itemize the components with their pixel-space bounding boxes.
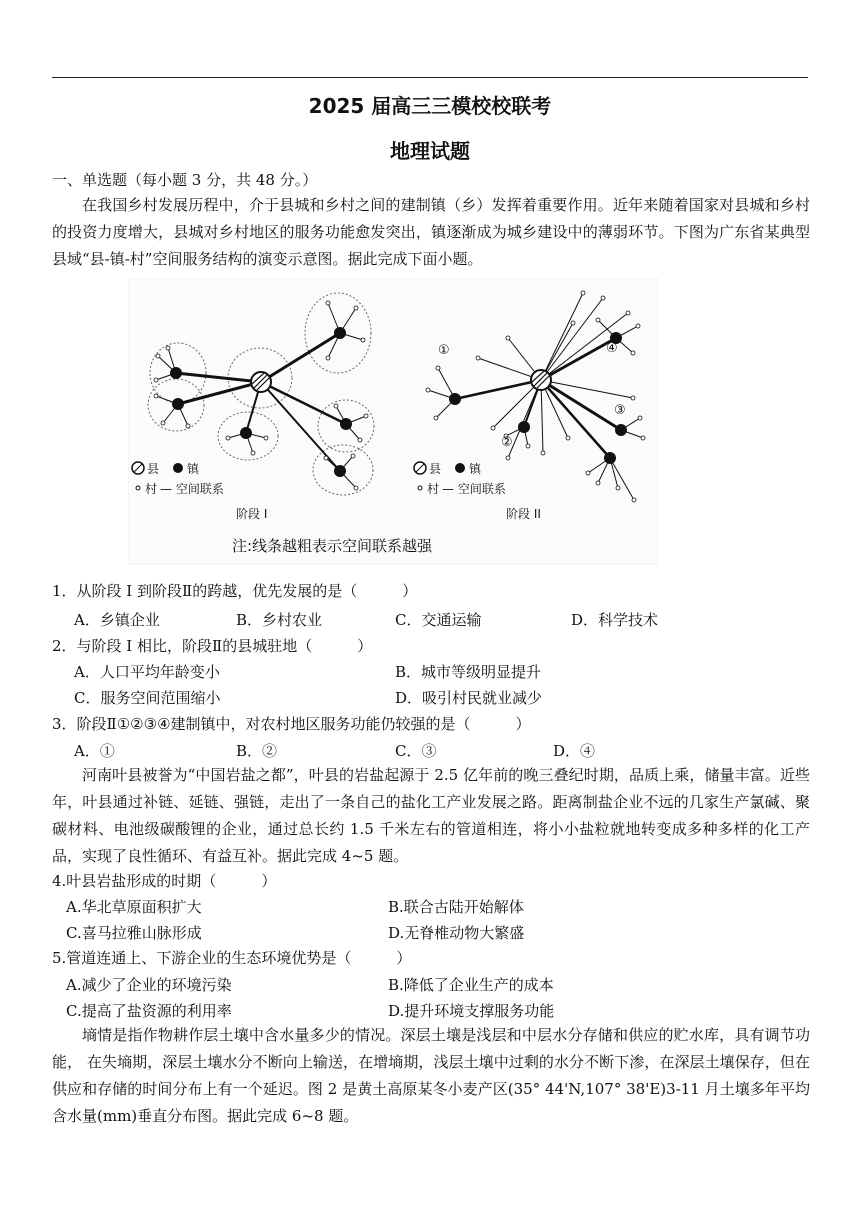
figure-county-town-village (128, 278, 658, 565)
q2-option-a[interactable]: A．人口平均年龄变小 (74, 663, 220, 681)
legend-county-label-2: 县 (429, 462, 442, 476)
stage-1-label: 阶段 I (236, 507, 268, 521)
q3-option-d[interactable]: D．④ (553, 742, 596, 760)
section-heading: 一、单选题（每小题 3 分，共 48 分。） (52, 171, 318, 189)
passage-2: 河南叶县被誉为“中国岩盐之都”，叶县的岩盐起源于 2.5 亿年前的晚三叠纪时期，品质上乘，储量丰富。近些年，叶县通过补链、延链、强链，走出了一条自己的盐化工产业发展之路。距离制盐企业不远的几家生产氯碱、聚碳材料、电池级碳酸锂的企业，通过总长约 1.5 千米左右的管道相连，将小小盐粒就地转变成多种多样的化工产品，实现了良性循环、有益互补。据此完成 4~5 题。 (52, 766, 810, 865)
q1-option-c[interactable]: C．交通运输 (395, 611, 482, 629)
legend-town-label: 镇 (187, 462, 200, 476)
q5-option-a[interactable]: A.减少了企业的环境污染 (66, 976, 232, 994)
legend-village-label-2: 村 (427, 482, 440, 496)
q5-option-c[interactable]: C.提高了盐资源的利用率 (66, 1002, 232, 1020)
passage-3: 墒情是指作物耕作层土壤中含水量多少的情况。深层土壤是浅层和中层水分存储和供应的贮水库，具有调节功能， 在失墒期，深层土壤水分不断向上输送，在增墒期，浅层土壤中过剩的水分不断下渗，在深层土壤保存，但在供应和存储的时间分布上有一个延迟。图 2 是黄土高原某冬小麦产区(35° 44'N,107° 38'E)3-11 月土壤多年平均含水量(mm)垂直分布图。据此完成 6~8 题。 (52, 1026, 810, 1125)
marker-1: ① (438, 343, 450, 358)
stage-2-label: 阶段 II (506, 507, 541, 521)
q2-option-b[interactable]: B．城市等级明显提升 (395, 663, 542, 681)
q4-option-a[interactable]: A.华北草原面积扩大 (66, 898, 202, 916)
q1-stem: 1．从阶段 I 到阶段Ⅱ的跨越，优先发展的是（ ） (52, 582, 418, 600)
q1-option-a[interactable]: A．乡镇企业 (74, 611, 160, 629)
legend-link-label-2: — 空间联系 (442, 482, 506, 496)
q4-stem: 4.叶县岩盐形成的时期（ ） (52, 872, 277, 890)
legend-town-label-2: 镇 (469, 462, 482, 476)
q5-stem: 5.管道连通上、下游企业的生态环境优势是（ ） (52, 949, 412, 967)
figure-note: 注:线条越粗表示空间联系越强 (232, 537, 433, 555)
q3-option-a[interactable]: A．① (74, 742, 115, 760)
q2-option-d[interactable]: D．吸引村民就业减少 (395, 689, 543, 707)
q4-option-d[interactable]: D.无脊椎动物大繁盛 (388, 924, 525, 942)
q3-option-c[interactable]: C．③ (395, 742, 437, 760)
marker-2: ② (501, 435, 513, 450)
legend-link-label: — 空间联系 (160, 482, 224, 496)
passage-1: 在我国乡村发展历程中，介于县城和乡村之间的建制镇（乡）发挥着重要作用。近年来随着国家对县城和乡村的投资力度增大，县城对乡村地区的服务功能愈发突出，镇逐渐成为城乡建设中的薄弱环节。下图为广东省某典型县域“县-镇-村”空间服务结构的演变示意图。据此完成下面小题。 (52, 196, 810, 268)
marker-4: ④ (606, 341, 618, 356)
q3-option-b[interactable]: B．② (236, 742, 278, 760)
legend-village-label: 村 (145, 482, 158, 496)
q5-option-b[interactable]: B.降低了企业生产的成本 (388, 976, 554, 994)
q3-stem: 3．阶段Ⅱ①②③④建制镇中，对农村地区服务功能仍较强的是（ ） (52, 715, 531, 733)
top-rule (52, 77, 808, 78)
legend-county-label: 县 (147, 462, 160, 476)
marker-3: ③ (614, 403, 626, 418)
q1-option-d[interactable]: D．科学技术 (571, 611, 659, 629)
exam-subtitle: 地理试题 (390, 139, 470, 163)
q2-option-c[interactable]: C．服务空间范围缩小 (74, 689, 221, 707)
q4-option-c[interactable]: C.喜马拉雅山脉形成 (66, 924, 202, 942)
q2-stem: 2．与阶段 I 相比，阶段Ⅱ的县城驻地（ ） (52, 637, 373, 655)
q5-option-d[interactable]: D.提升环境支撑服务功能 (388, 1002, 555, 1020)
exam-title: 2025 届高三三模校校联考 (308, 94, 552, 118)
q4-option-b[interactable]: B.联合古陆开始解体 (388, 898, 524, 916)
q1-option-b[interactable]: B．乡村农业 (236, 611, 323, 629)
